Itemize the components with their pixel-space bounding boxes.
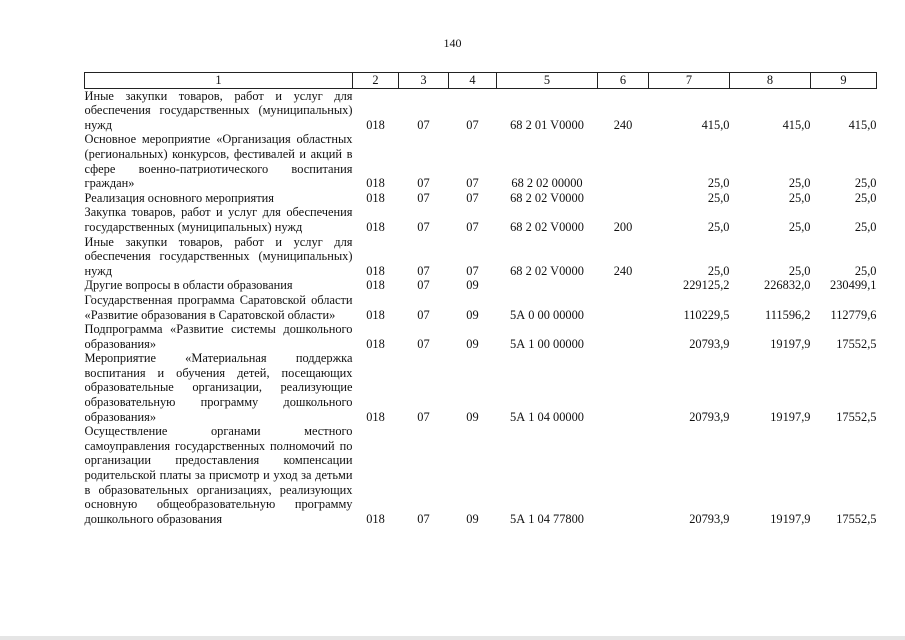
row-value-cell: 07	[466, 176, 479, 191]
table-row	[85, 322, 877, 351]
table-row	[85, 235, 877, 279]
row-value-cell: 09	[466, 278, 479, 293]
row-value-cell: 018	[366, 263, 385, 278]
column-header: 3	[399, 73, 449, 89]
row-value-cell: 07	[466, 190, 479, 205]
row-value-cell: 68 2 02 00000	[511, 176, 583, 191]
row-value-cell: 25,0	[707, 219, 730, 234]
column-header: 8	[730, 73, 811, 89]
row-value-cell: 018	[366, 219, 385, 234]
row-value-cell	[598, 351, 649, 424]
row-value-cell: 018	[366, 278, 385, 293]
row-value-cell: 226832,0	[764, 278, 811, 293]
row-value-cell: 19197,9	[770, 511, 811, 526]
row-value-cell: 07	[417, 263, 430, 278]
table-row	[85, 88, 877, 132]
row-value-cell: 19197,9	[770, 409, 811, 424]
row-value-cell: 230499,1	[830, 278, 877, 293]
row-value-cell: 415,0	[701, 117, 730, 132]
column-header: 9	[811, 73, 877, 89]
row-value-cell: 25,0	[788, 190, 811, 205]
row-name-cell: Государственная программа Саратовской области «Развитие образования в Саратовской области»	[84, 292, 353, 322]
row-value-cell: 018	[366, 409, 385, 424]
row-value-cell: 20793,9	[689, 409, 730, 424]
row-value-cell	[598, 132, 649, 190]
column-header: 4	[449, 73, 497, 89]
row-value-cell: 09	[466, 336, 479, 351]
row-value-cell	[598, 191, 649, 206]
row-value-cell: 018	[366, 190, 385, 205]
row-value-cell: 200	[613, 219, 633, 234]
row-value-cell: 17552,5	[836, 511, 877, 526]
row-value-cell: 25,0	[854, 190, 877, 205]
row-value-cell: 07	[417, 219, 430, 234]
row-value-cell: 111596,2	[764, 307, 811, 322]
row-value-cell: 07	[417, 336, 430, 351]
row-value-cell: 415,0	[848, 117, 877, 132]
row-name-cell: Реализация основного мероприятия	[84, 190, 274, 205]
row-value-cell: 415,0	[782, 117, 811, 132]
row-value-cell: 09	[466, 409, 479, 424]
row-value-cell: 5А 0 00 00000	[510, 307, 584, 322]
row-name-cell: Основное мероприятие «Организация областных (региональных) конкурсов, фестивалей и акций в сфере военно-патриотического воспитания граждан»	[84, 132, 353, 191]
table-row	[85, 205, 877, 234]
row-name-cell: Мероприятие «Материальная поддержка воспитания и обучения детей, посещающих образовательные организации, реализующие образовательную программу дошкольного образования»	[84, 351, 353, 424]
scan-edge	[0, 636, 905, 640]
row-value-cell: 07	[417, 176, 430, 191]
row-value-cell: 018	[366, 336, 385, 351]
row-value-cell: 25,0	[788, 263, 811, 278]
row-value-cell: 018	[366, 176, 385, 191]
row-value-cell: 018	[366, 511, 385, 526]
row-value-cell: 17552,5	[836, 409, 877, 424]
row-value-cell: 25,0	[707, 263, 730, 278]
row-name-cell: Подпрограмма «Развитие системы дошкольного образования»	[84, 322, 353, 351]
column-header: 1	[85, 73, 353, 89]
row-value-cell	[598, 293, 649, 322]
row-value-cell: 25,0	[788, 219, 811, 234]
row-value-cell	[598, 424, 649, 526]
row-value-cell: 68 2 02 V0000	[510, 190, 584, 205]
row-value-cell	[598, 322, 649, 351]
row-name-cell: Закупка товаров, работ и услуг для обеспечения государственных (муниципальных) нужд	[84, 205, 353, 234]
row-value-cell: 07	[417, 307, 430, 322]
row-value-cell: 229125,2	[683, 278, 730, 293]
row-value-cell: 20793,9	[689, 511, 730, 526]
column-header: 7	[649, 73, 730, 89]
row-name-cell: Иные закупки товаров, работ и услуг для обеспечения государственных (муниципальных) нужд	[84, 88, 353, 132]
row-value-cell: 018	[366, 307, 385, 322]
row-value-cell: 240	[613, 117, 633, 132]
row-value-cell: 5А 1 00 00000	[510, 336, 584, 351]
row-name-cell: Осуществление органами местного самоуправления государственных полномочий по организации предоставления компенсации родительской платы за присмотр и уход за детьми в образовательных организациях, реализующих основную общеобразовательную программу дошкольного образования	[84, 424, 353, 526]
row-value-cell	[497, 278, 598, 293]
row-value-cell	[598, 278, 649, 293]
table-row	[85, 278, 877, 293]
column-header: 5	[497, 73, 598, 89]
row-value-cell: 68 2 01 V0000	[510, 117, 584, 132]
table-row	[85, 351, 877, 424]
row-value-cell: 07	[417, 409, 430, 424]
page-number: 140	[443, 36, 462, 50]
column-header: 2	[353, 73, 399, 89]
row-value-cell: 25,0	[854, 176, 877, 191]
row-value-cell: 07	[466, 219, 479, 234]
table-row	[85, 132, 877, 190]
row-value-cell: 25,0	[854, 263, 877, 278]
row-value-cell: 018	[366, 117, 385, 132]
row-value-cell: 09	[466, 307, 479, 322]
row-value-cell: 5А 1 04 00000	[510, 409, 584, 424]
row-value-cell: 68 2 02 V0000	[510, 263, 584, 278]
row-value-cell: 25,0	[707, 190, 730, 205]
row-value-cell: 5А 1 04 77800	[510, 511, 584, 526]
row-value-cell: 07	[466, 117, 479, 132]
row-value-cell: 17552,5	[836, 336, 877, 351]
row-value-cell: 19197,9	[770, 336, 811, 351]
column-header: 6	[598, 73, 649, 89]
row-value-cell: 09	[466, 511, 479, 526]
row-value-cell: 25,0	[707, 176, 730, 191]
row-value-cell: 110229,5	[683, 307, 730, 322]
row-value-cell: 20793,9	[689, 336, 730, 351]
row-value-cell: 07	[466, 263, 479, 278]
table-row	[85, 191, 877, 206]
table-row	[85, 424, 877, 526]
row-value-cell: 112779,6	[830, 307, 877, 322]
row-value-cell: 07	[417, 117, 430, 132]
budget-table	[84, 72, 877, 526]
row-value-cell: 07	[417, 278, 430, 293]
table-row	[85, 293, 877, 322]
row-value-cell: 68 2 02 V0000	[510, 219, 584, 234]
row-value-cell: 25,0	[854, 219, 877, 234]
row-value-cell: 25,0	[788, 176, 811, 191]
row-name-cell: Иные закупки товаров, работ и услуг для обеспечения государственных (муниципальных) нужд	[84, 234, 353, 278]
row-value-cell: 07	[417, 511, 430, 526]
row-name-cell: Другие вопросы в области образования	[84, 278, 293, 293]
row-value-cell: 240	[613, 263, 633, 278]
row-value-cell: 07	[417, 190, 430, 205]
column-header-row	[85, 73, 877, 89]
